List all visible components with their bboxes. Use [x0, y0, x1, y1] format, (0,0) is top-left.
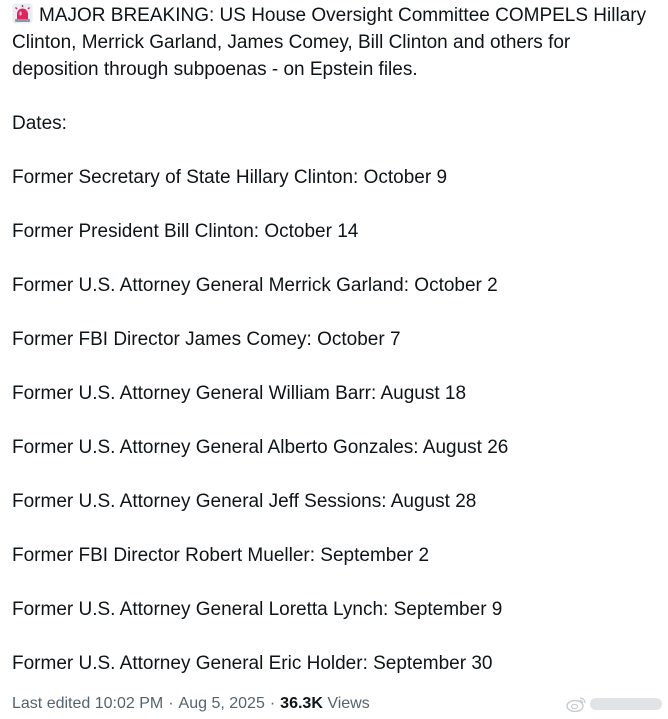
post-text: [12, 2, 662, 677]
list-item: Former FBI Director James Comey: October 7: [12, 329, 401, 350]
watermark-blurred-text: [590, 698, 662, 710]
meta-separator: ·: [168, 695, 174, 712]
weibo-logo-icon: [566, 696, 586, 712]
deposition-date-list: [12, 164, 662, 677]
list-item: Former President Bill Clinton: October 14: [12, 221, 359, 242]
list-item: Former U.S. Attorney General William Barr: August 18: [12, 383, 467, 404]
views-count: 36.3K: [280, 695, 323, 712]
list-item: Former Secretary of State Hillary Clinton: October 9: [12, 167, 448, 188]
list-item: Former U.S. Attorney General Merrick Garland: October 2: [12, 275, 498, 296]
list-item: Former U.S. Attorney General Loretta Lynch: September 9: [12, 599, 503, 620]
list-item: Former U.S. Attorney General Eric Holder: September 30: [12, 653, 493, 674]
post-headline: [12, 2, 662, 83]
watermark: [566, 693, 662, 715]
siren-icon: [12, 3, 33, 24]
post-date-link[interactable]: Aug 5, 2025: [178, 695, 265, 712]
post-meta: [12, 693, 370, 715]
views-label: Views: [327, 695, 370, 712]
list-item: Former U.S. Attorney General Jeff Sessions: August 28: [12, 491, 477, 512]
dates-label: Dates:: [12, 113, 67, 134]
post-headline-text: MAJOR BREAKING: US House Oversight Committee COMPELS Hillary Clinton, Merrick Garland, James Comey, Bill Clinton and others for deposition through subpoenas - on Epstein files.: [12, 5, 647, 80]
edited-timestamp-link[interactable]: Last edited 10:02 PM: [12, 695, 164, 712]
list-item: Former U.S. Attorney General Alberto Gonzales: August 26: [12, 437, 509, 458]
list-item: Former FBI Director Robert Mueller: September 2: [12, 545, 430, 566]
meta-separator: ·: [269, 695, 276, 712]
